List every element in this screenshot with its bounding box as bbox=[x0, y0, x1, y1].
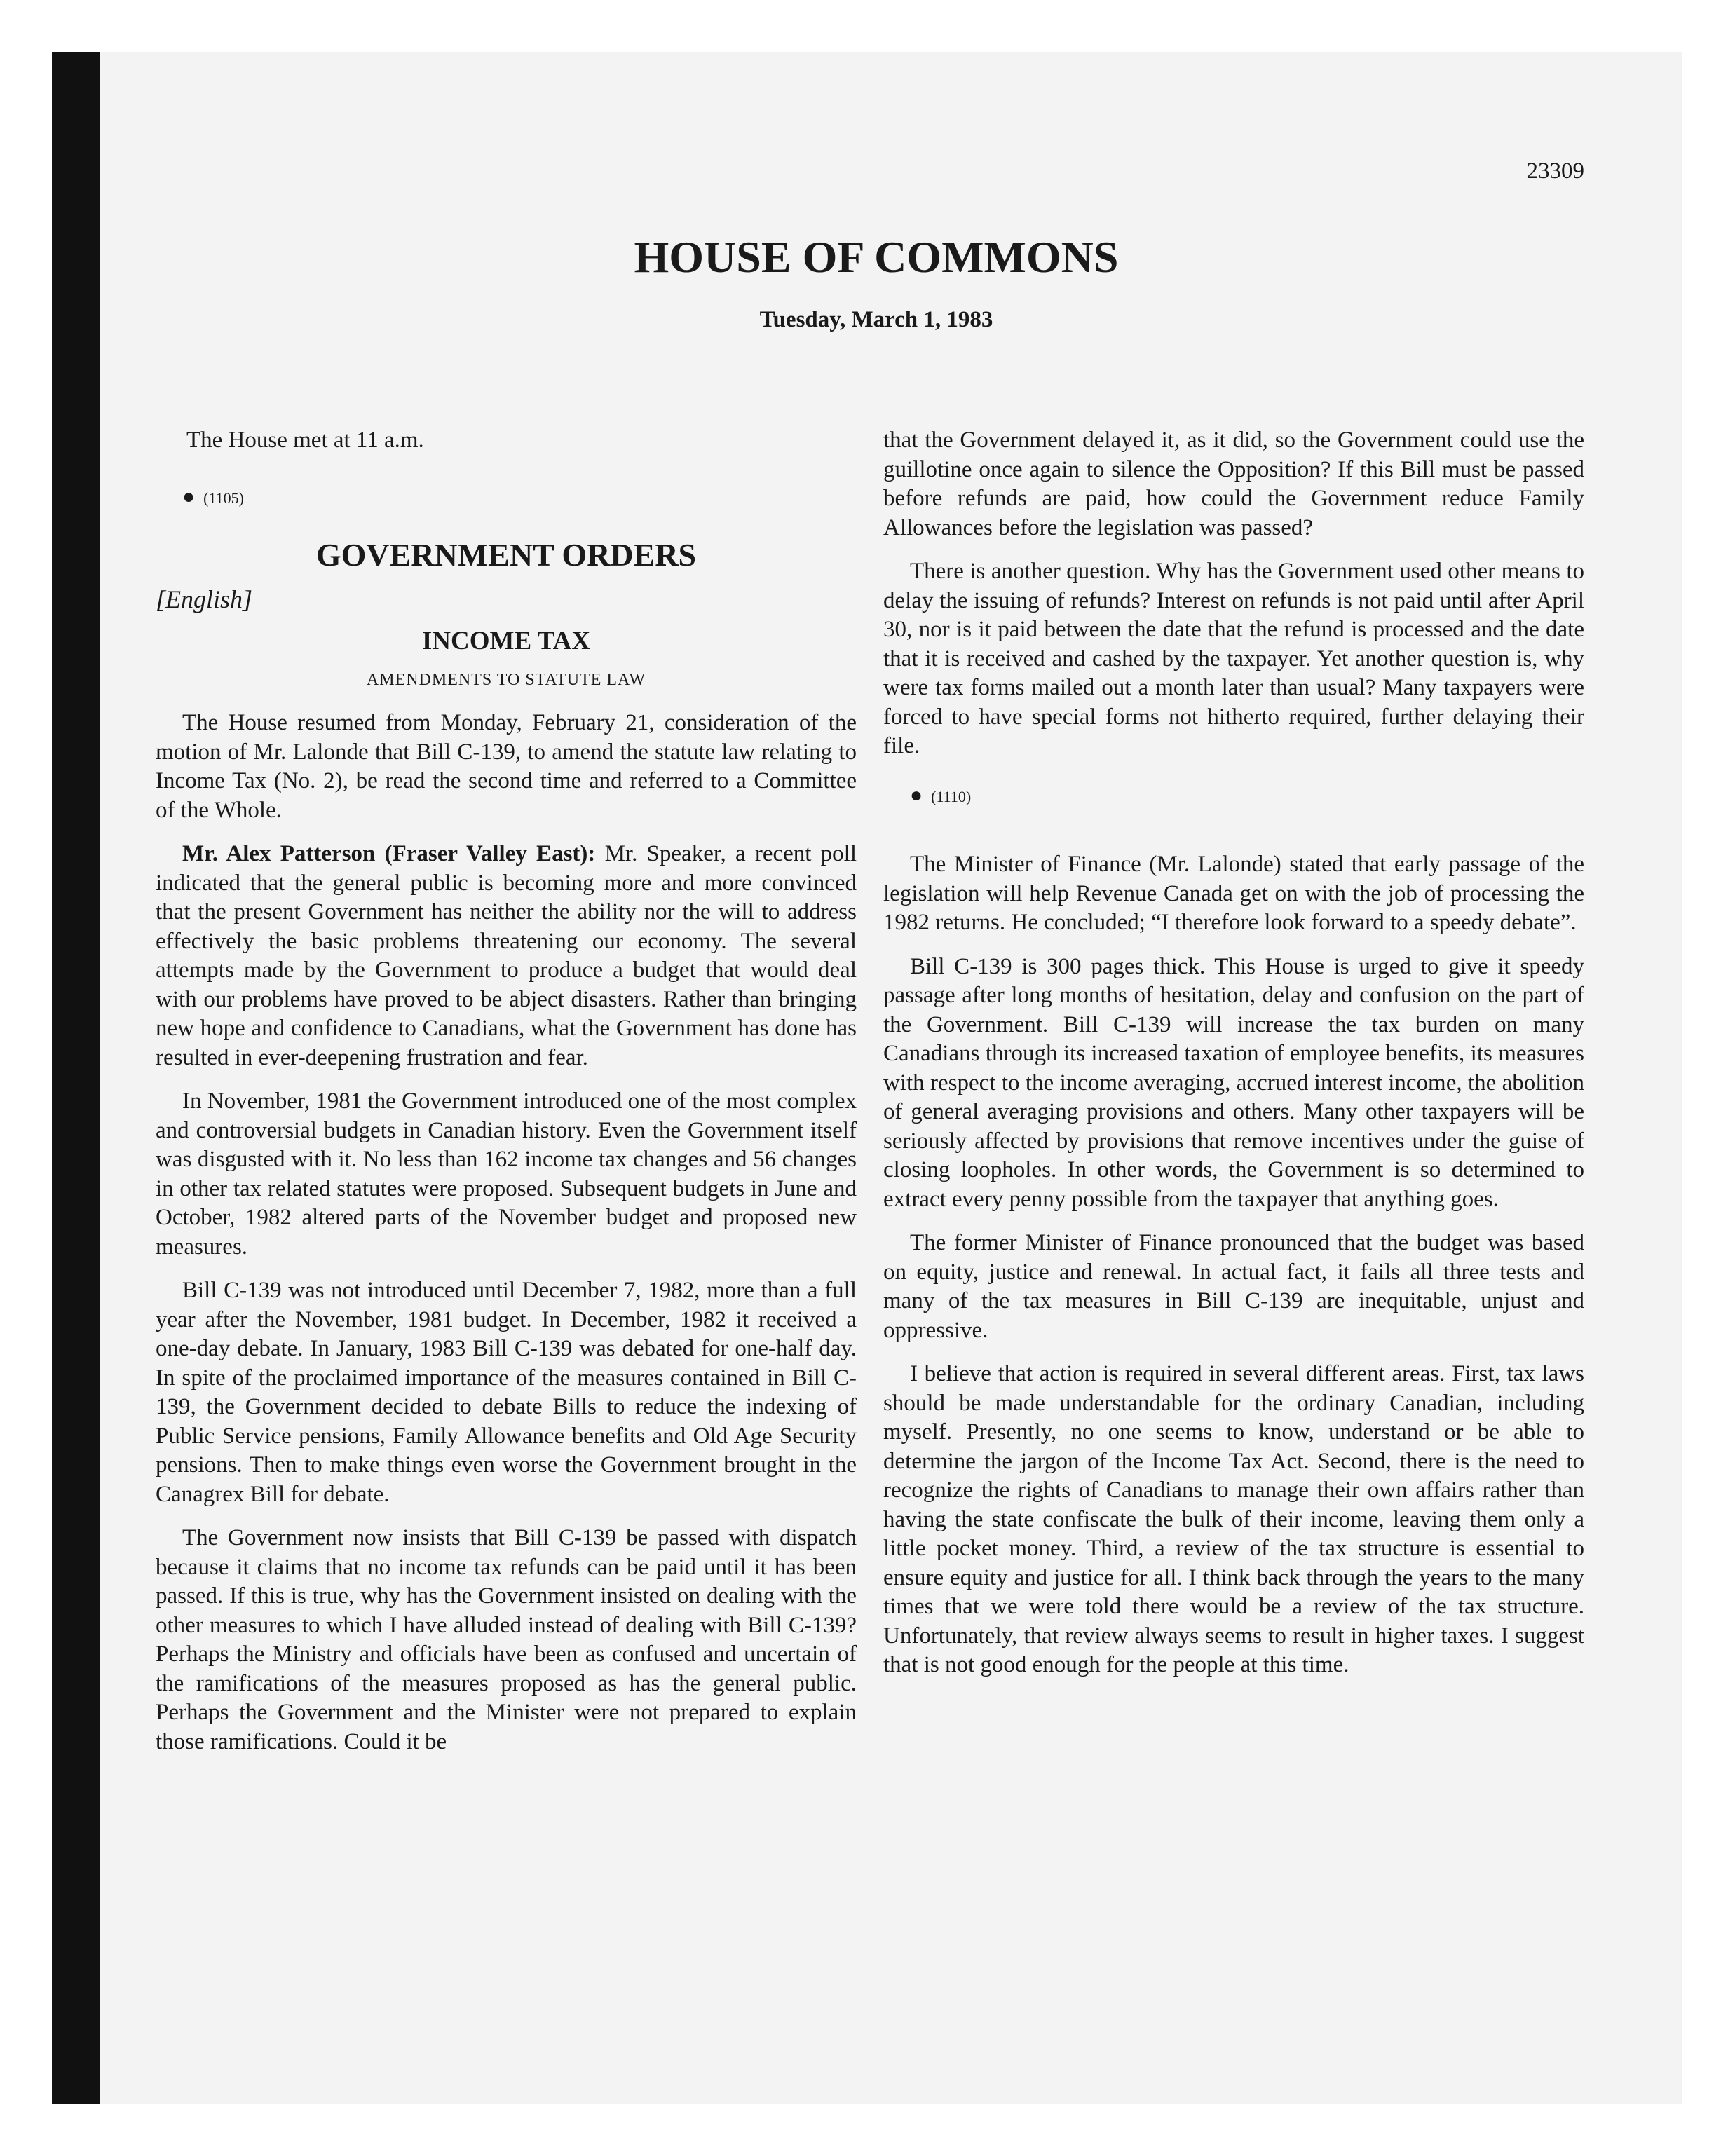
paragraph: I believe that action is required in several different areas. First, tax laws should be made understandable for the ordinary Canadian, including myself. Presently, no one seems to know, understand or be able to determine the jargon of the Income Tax Act. Second, there is the need to recognize the rights of Canadians to manage their own affairs rather than having the state confiscate the bulk of their income, leaving them only a little pocket money. Third, a review of the tax structure is essential to ensure equity and justice for all. I think back through the years to the many times that we were told there would be a review of the tax structure. Unfortunately, that review always seems to result in higher taxes. I suggest that is not good enough for the people at this time. bbox=[883, 1361, 1584, 1677]
paragraph: The House resumed from Monday, February 21, consideration of the motion of Mr. Lalonde that Bill C-139, to amend the statute law relating to Income Tax (No. 2), be read the second time and referred to a Committee of the Whole. bbox=[156, 710, 857, 823]
speech-text: Mr. Speaker, a recent poll indicated that the general public is becoming more and more convinced that the present Government has neither the ability nor the will to address effectively the basic problems threatening our economy. The several attempts made by the Government to produce a budget that would deal with our problems have proved to be abject disasters. Rather than bringing new hope and confidence to Canadians, what the Government has done has resulted in ever-deepening frustration and fear. bbox=[156, 841, 857, 1070]
time-marker bbox=[156, 482, 857, 513]
paragraph: The Minister of Finance (Mr. Lalonde) stated that early passage of the legislation will help Revenue Canada get on with the job of processing the 1982 returns. He concluded; “I therefore look forward to a speedy debate”. bbox=[883, 852, 1584, 935]
binding-edge bbox=[52, 52, 100, 2104]
left-column bbox=[156, 426, 857, 1771]
masthead bbox=[421, 231, 1332, 333]
subject-heading: INCOME TAX bbox=[421, 627, 591, 655]
sub-subject-heading: AMENDMENTS TO STATUTE LAW bbox=[366, 670, 646, 689]
paragraph: Bill C-139 was not introduced until December 7, 1982, more than a full year after the November, 1981 budget. In December, 1982 it received a one-day debate. In January, 1983 Bill C-139 was debated for one-half day. In spite of the proclaimed importance of the measures contained in Bill C-139, the Government decided to debate Bills to reduce the indexing of Public Service pensions, Family Allowance benefits and Old Age Security pensions. Then to make things even worse the Government brought in the Canagrex Bill for debate. bbox=[156, 1278, 857, 1507]
paragraph: There is another question. Why has the Government used other means to delay the issuing of refunds? Interest on refunds is not paid until after April 30, nor is it paid between the date that the refund is processed and the date that it is received and cashed by the taxpayer. Yet another question is, why were tax forms mailed out a month later than usual? Many taxpayers were forced to have special forms not hitherto required, further delaying their file. bbox=[883, 559, 1584, 758]
bullet-icon: ● bbox=[910, 783, 923, 807]
speech-paragraph bbox=[156, 840, 857, 1072]
sitting-notice: The House met at 11 a.m. bbox=[186, 428, 424, 453]
paragraph: The Government now insists that Bill C-139 be passed with dispatch because it claims that no income tax refunds can be paid until it has been passed. If this is true, why has the Government insisted on dealing with the other measures to which I have alluded instead of dealing with Bill C-139? Perhaps the Ministry and officials have been as confused and uncertain of the ramifications of the measures proposed as has the general public. Perhaps the Government and the Minister were not prepared to explain those ramifications. Could it be bbox=[156, 1525, 857, 1754]
time-marker-text: (1110) bbox=[931, 787, 972, 805]
page-title: HOUSE OF COMMONS bbox=[634, 232, 1119, 282]
language-tag: [English] bbox=[156, 585, 253, 613]
paragraph: that the Government delayed it, as it did, so the Government could use the guillotine once again to silence the Opposition? If this Bill must be passed before refunds are paid, how could the Government reduce Family Allowances before the legislation was passed? bbox=[883, 428, 1584, 540]
right-column bbox=[883, 426, 1584, 1695]
paragraph: Bill C-139 is 300 pages thick. This House is urged to give it speedy passage after long months of hesitation, delay and confusion on the part of the Government. Bill C-139 will increase the tax burden on many Canadians through its increased taxation of employee benefits, its measures with respect to the income averaging, accrued interest income, the abolition of general averaging provisions and others. Many other taxpayers will be seriously affected by provisions that remove incentives under the guise of closing loopholes. In other words, the Government is so determined to extract every penny possible from the taxpayer that anything goes. bbox=[883, 953, 1584, 1212]
time-marker bbox=[883, 781, 1584, 812]
time-marker-text: (1105) bbox=[203, 489, 244, 507]
sitting-date: Tuesday, March 1, 1983 bbox=[759, 307, 993, 332]
paragraph: The former Minister of Finance pronounced that the budget was based on equity, justice and renewal. In actual fact, it fails all three tests and many of the tax measures in Bill C-139 are inequitable, unjust and oppressive. bbox=[883, 1230, 1584, 1343]
bullet-icon: ● bbox=[182, 484, 196, 508]
speaker-name: Mr. Alex Patterson (Fraser Valley East): bbox=[182, 841, 596, 866]
section-heading: GOVERNMENT ORDERS bbox=[315, 537, 697, 573]
page-number: 23309 bbox=[1526, 158, 1584, 184]
paragraph: In November, 1981 the Government introduced one of the most complex and controversial budgets in Canadian history. Even the Government itself was disgusted with it. No less than 162 income tax changes and 56 changes in other tax related statutes were proposed. Subsequent budgets in June and October, 1982 altered parts of the November budget and proposed new measures. bbox=[156, 1089, 857, 1260]
